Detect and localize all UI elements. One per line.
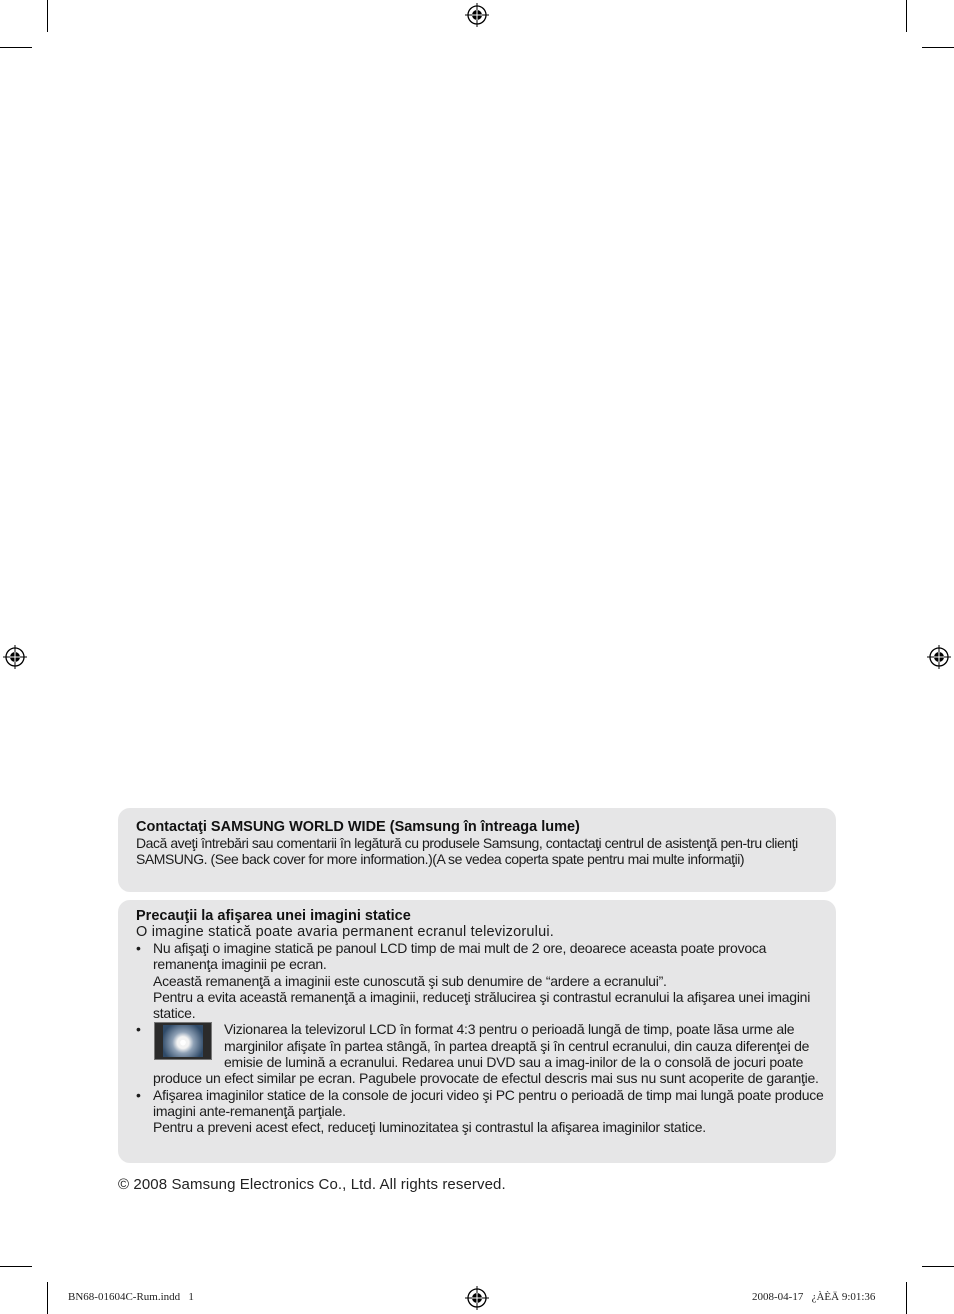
static-image-precautions-box bbox=[118, 900, 836, 1163]
contact-body: Dacă aveţi întrebări sau comentarii în legătură cu produsele Samsung, contactaţi centrul de asistenţă pen-tru clienţi SAMSUNG. (See back cover for more information.)(A se vedea coperta spate pentru mai multe informaţii) bbox=[136, 835, 798, 868]
list-item bbox=[136, 1087, 830, 1136]
list-item bbox=[136, 940, 830, 1021]
copyright-notice: © 2008 Samsung Electronics Co., Ltd. All rights reserved. bbox=[118, 1176, 506, 1193]
bullet2-text: Vizionarea la televizorul LCD în format 4:3 pentru o perioadă lungă de timp, poate lăsa urme ale marginilor afişate în partea stângă, în partea dreaptă şi în centrul ecranului, din cauza diferenţei de emisie de lumină a ecranului. Redarea unui DVD sau a imag-inilor de la o consolă de jocuri poate produce un efect similar pe ecran. Pagubele provocate de efectul descris mai sus nu sunt acoperite de garanţie. bbox=[153, 1021, 819, 1087]
crop-mark-top-left-horizontal bbox=[0, 47, 32, 48]
crop-mark-bottom-left-horizontal bbox=[0, 1266, 32, 1267]
bullet-marker: • bbox=[136, 940, 141, 956]
precautions-intro: O imagine statică poate avaria permanent ecranul televizorului. bbox=[136, 924, 555, 940]
registration-mark-icon bbox=[465, 1286, 489, 1310]
crop-mark-bottom-right-vertical bbox=[906, 1282, 907, 1314]
crop-mark-bottom-right-horizontal bbox=[922, 1266, 954, 1267]
bullet3-line2: Pentru a preveni acest efect, reduceţi luminozitatea şi contrastul la afişarea imaginilor statice. bbox=[153, 1119, 706, 1136]
bullet1-line1: Nu afişaţi o imagine statică pe panoul LCD timp de mai mult de 2 ore, deoarece aceasta poate provoca remanenţa imaginii pe ecran. bbox=[153, 940, 767, 973]
bullet-marker: • bbox=[136, 1021, 141, 1038]
precautions-title: Precauţii la afişarea unei imagini statice bbox=[136, 908, 411, 924]
list-item bbox=[136, 1021, 830, 1086]
bullet3-line1: Afişarea imaginilor statice de la console de jocuri video şi PC pentru o perioadă de timp mai lungă poate produce imagini ante-remanenţă parţiale. bbox=[153, 1086, 824, 1119]
bullet1-line3: Pentru a evita această remanenţă a imaginii, reduceţi strălucirea şi contrastul ecranului la afişarea unei imagini statice. bbox=[153, 988, 811, 1022]
footer-timestamp: 2008-04-17 ¿ÀÈÄ 9:01:36 bbox=[752, 1291, 876, 1303]
tv-screen-icon bbox=[154, 1022, 212, 1060]
contact-title: Contactaţi SAMSUNG WORLD WIDE (Samsung în întreaga lume) bbox=[136, 819, 580, 835]
registration-mark-icon bbox=[465, 3, 489, 27]
crop-mark-bottom-left-vertical bbox=[47, 1282, 48, 1314]
registration-mark-icon bbox=[3, 645, 27, 669]
crop-mark-top-right-vertical bbox=[906, 0, 907, 32]
footer-file-name: BN68-01604C-Rum.indd 1 bbox=[68, 1291, 194, 1303]
registration-mark-icon bbox=[927, 645, 951, 669]
crop-mark-top-left-vertical bbox=[47, 0, 48, 32]
bullet-marker: • bbox=[136, 1086, 141, 1103]
contact-info-box bbox=[118, 808, 836, 892]
bullet1-line2: Această remanenţă a imaginii este cunoscută şi sub denumire de “ardere a ecranului”. bbox=[153, 972, 667, 989]
crop-mark-top-right-horizontal bbox=[922, 47, 954, 48]
precautions-list bbox=[136, 940, 830, 1136]
